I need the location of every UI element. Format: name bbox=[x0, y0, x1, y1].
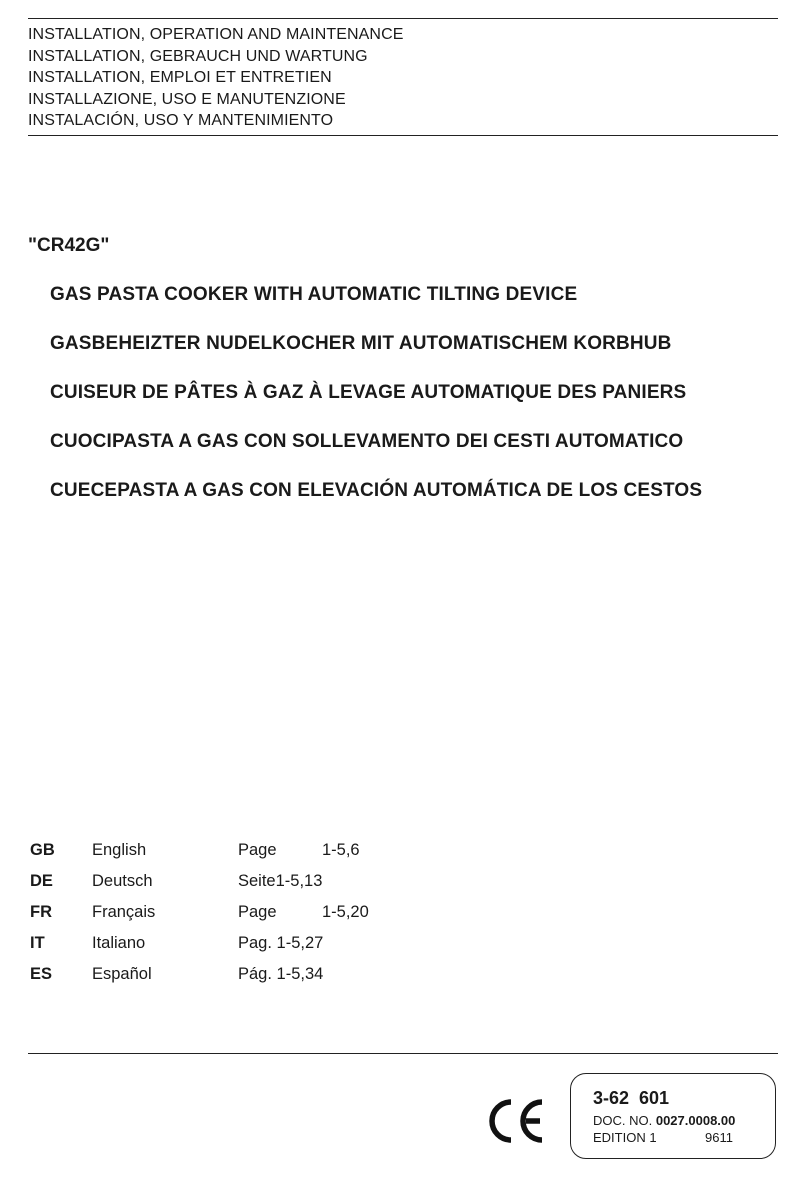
subject-line-en: INSTALLATION, OPERATION AND MAINTENANCE bbox=[28, 26, 404, 43]
subject-line-de: INSTALLATION, GEBRAUCH UND WARTUNG bbox=[28, 47, 368, 65]
language-name: Italiano bbox=[92, 934, 146, 952]
language-code: FR bbox=[30, 903, 52, 921]
ce-mark-icon bbox=[484, 1096, 548, 1146]
manual-subject-list bbox=[28, 24, 404, 132]
subject-line-fr: INSTALLATION, EMPLOI ET ENTRETIEN bbox=[28, 69, 332, 86]
page-reference bbox=[238, 934, 323, 953]
language-code: GB bbox=[30, 841, 55, 859]
subject-line-it: INSTALLAZIONE, USO E MANUTENZIONE bbox=[28, 90, 346, 108]
document-info-box bbox=[570, 1073, 776, 1159]
page-label: Page bbox=[238, 903, 277, 921]
page-label: Page bbox=[238, 841, 277, 859]
product-title-list bbox=[50, 284, 702, 529]
header-divider bbox=[28, 135, 778, 136]
language-name: English bbox=[92, 841, 147, 859]
top-divider bbox=[28, 18, 778, 19]
subject-line-es: INSTALACIÓN, USO Y MANTENIMIENTO bbox=[28, 112, 334, 129]
edition-date: 9611 bbox=[705, 1130, 733, 1145]
language-name: Deutsch bbox=[92, 872, 153, 890]
edition-label: EDITION 1 bbox=[593, 1130, 657, 1145]
model-name: "CR42G" bbox=[28, 235, 110, 256]
page-range: 1-5,13 bbox=[275, 872, 323, 890]
page-range: 1-5,34 bbox=[276, 965, 324, 983]
product-title-es: CUECEPASTA A GAS CON ELEVACIÓN AUTOMÁTICA DE LOS CESTOS bbox=[50, 480, 703, 501]
language-name: Français bbox=[92, 903, 156, 921]
language-code: DE bbox=[30, 872, 53, 890]
page-label: Seite bbox=[238, 872, 276, 890]
document-number-value: 0027.0008.00 bbox=[655, 1113, 736, 1128]
product-title-de: GASBEHEIZTER NUDELKOCHER MIT AUTOMATISCHEM KORBHUB bbox=[50, 333, 672, 354]
product-title-fr: CUISEUR DE PÂTES À GAZ À LEVAGE AUTOMATIQUE DES PANIERS bbox=[50, 382, 687, 403]
page-reference bbox=[238, 872, 322, 891]
document-code: 3-62 601 bbox=[593, 1088, 670, 1108]
language-code: ES bbox=[30, 965, 53, 983]
document-number-label: DOC. NO. bbox=[593, 1113, 656, 1128]
document-number bbox=[593, 1113, 735, 1128]
page-range: 1-5,27 bbox=[276, 934, 324, 952]
product-title-it: CUOCIPASTA A GAS CON SOLLEVAMENTO DEI CESTI AUTOMATICO bbox=[50, 431, 684, 452]
edition-info bbox=[593, 1130, 733, 1145]
page-label: Pág. bbox=[238, 965, 277, 983]
language-name: Español bbox=[92, 965, 152, 983]
page-label: Pag. bbox=[238, 934, 277, 952]
language-code: IT bbox=[30, 934, 45, 952]
footer-divider bbox=[28, 1053, 778, 1054]
product-title-en: GAS PASTA COOKER WITH AUTOMATIC TILTING DEVICE bbox=[50, 284, 578, 305]
page-range: 1-5,20 bbox=[322, 903, 369, 921]
page-range: 1-5,6 bbox=[322, 841, 360, 859]
page-reference bbox=[238, 965, 323, 984]
